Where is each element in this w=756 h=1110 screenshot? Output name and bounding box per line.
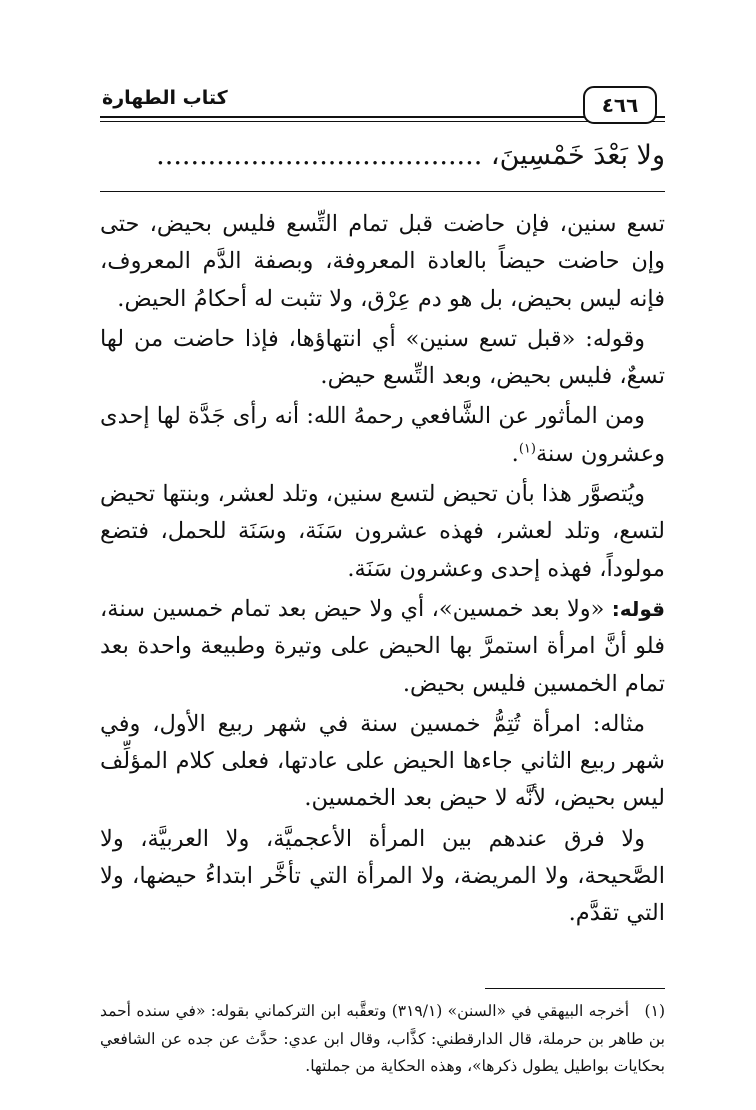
paragraph-5 [100,591,665,703]
book-title: كتاب الطهارة [100,83,234,113]
commentary-body [100,206,665,936]
matn-line: ولا بَعْدَ خَمْسِينَ، ...................................... [156,140,665,171]
paragraph-4: ويُتصوَّر هذا بأن تحيض لتسع سنين، وتلد لعشر، وبنتها تحيض لتسع، وتلد لعشر، فهذه عشرون سَنَة، وسَنَة للحمل، فتضع مولوداً، فهذه إحدى وعشرون سَنَة. [100,481,665,582]
page-number: ٤٦٦ [583,86,657,124]
footnotes [100,998,665,1081]
book-page [100,60,665,1090]
qawluhu-label: قوله: [611,596,666,621]
paragraph-3 [100,398,665,473]
footnote-divider [485,988,665,989]
footnote [100,998,665,1081]
paragraph-2: وقوله: «قبل تسع سنين» أي انتهاؤها، فإذا حاضت من لها تسعٌ، فليس بحيض، وبعد التِّسع حيض. [100,325,665,390]
footnote-marker: (١) [644,1002,665,1020]
paragraph-1: تسع سنين، فإن حاضت قبل تمام التِّسع فليس بحيض، حتى وإن حاضت حيضاً بالعادة المعروفة، وبصفة الدَّم المعروف، فإنه ليس بحيض، بل هو دم عِرْق، ولا تثبت له أحكامُ الحيض. [100,211,665,312]
paragraph-5-text: «ولا بعد خمسين»، أي ولا حيض بعد تمام خمسين سنة، فلو أنَّ امرأة استمرَّ بها الحيض على وتيرة وطبيعة واحدة بعد تمام الخمسين فليس بحيض. [100,595,665,697]
header-rule [100,116,665,118]
header-rule-thin [100,121,665,122]
paragraph-7: ولا فرق عندهم بين المرأة الأعجميَّة، ولا العربيَّة، ولا الصَّحيحة، ولا المريضة، ولا المرأة التي تأخَّر ابتداءُ حيضها، ولا التي تقدَّم. [100,825,665,927]
paragraph-6: مثاله: امرأة تُتِمُّ خمسين سنة في شهر ربيع الأول، وفي شهر ربيع الثاني جاءها الحيض على عادتها، فعلى كلام المؤلِّف ليس بحيض، لأنَّه لا حيض بعد الخمسين. [100,710,665,812]
paragraph-3-text: ومن المأثور عن الشَّافعي رحمهُ الله: أنه رأى جَدَّة لها إحدى وعشرون سنة [100,403,665,467]
footnote-reference: (١) [518,441,536,457]
running-header [100,78,665,118]
footnote-text: أخرجه البيهقي في «السنن» (٣١٩/١) وتعقَّبه ابن التركماني بقوله: «في سنده أحمد بن طاهر بن حرملة، قال الدارقطني: كذَّاب، وقال ابن عدي: حدَّث عن جده عن الشافعي بحكايات بواطيل يطول ذكرها»، وهذه الحكاية من جملتها. [100,1002,665,1075]
paragraph-3-end: . [511,440,519,467]
matn-divider [100,191,665,192]
